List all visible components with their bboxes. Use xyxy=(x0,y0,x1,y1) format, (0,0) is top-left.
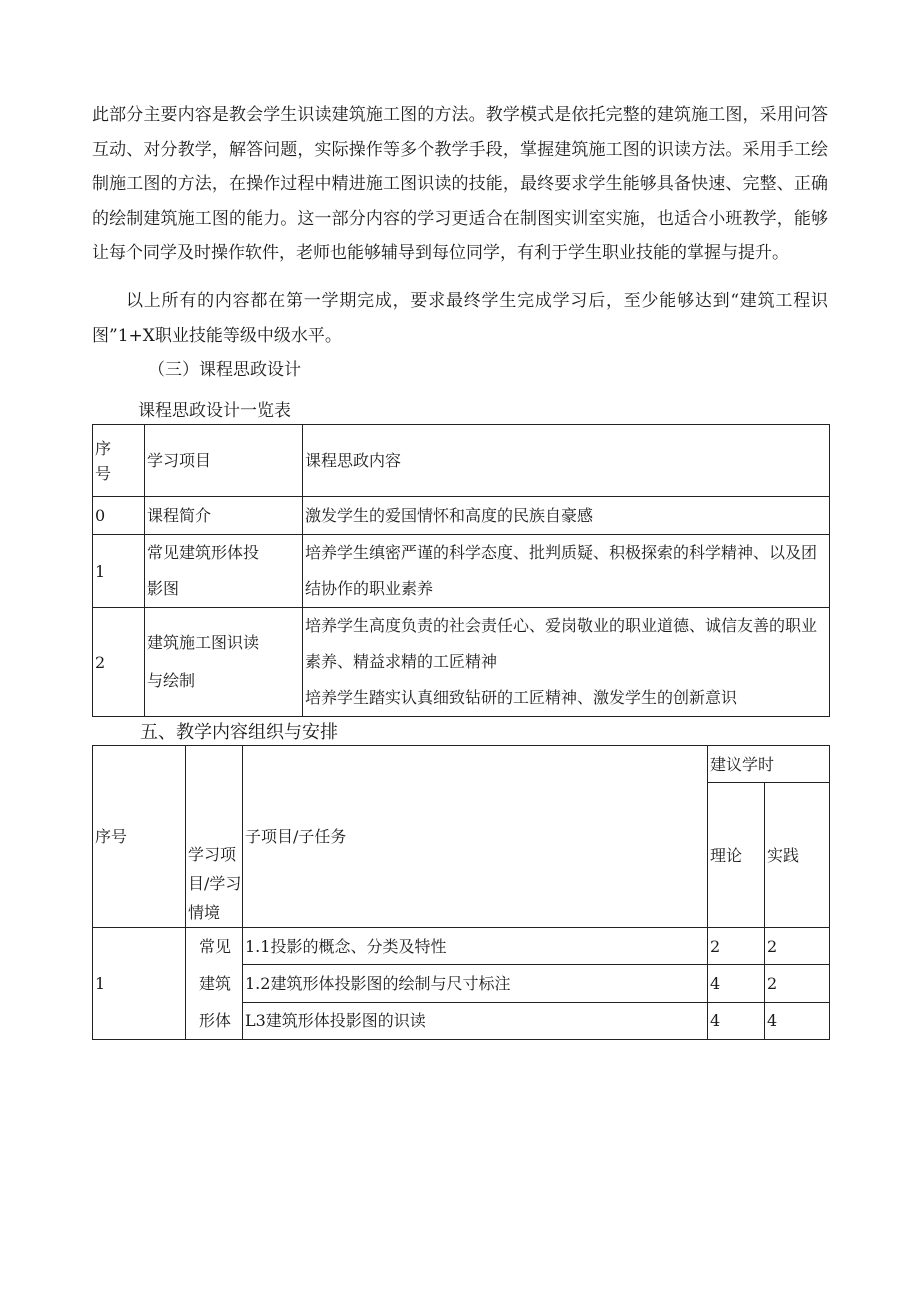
row-content xyxy=(303,608,830,717)
header-no: 序号 xyxy=(93,425,145,497)
row-no: 2 xyxy=(93,608,145,717)
paragraph-1: 此部分主要内容是教会学生识读建筑施工图的方法。教学模式是依托完整的建筑施工图，采用问答互动、对分教学，解答问题，实际操作等多个教学手段，掌握建筑施工图的识读方法。采用手工绘制施工图的方法，在操作过程中精进施工图识读的技能，最终要求学生能够具备快速、完整、正确的绘制建筑施工图的能力。这一部分内容的学习更适合在制图实训室实施，也适合小班教学，能够让每个同学及时操作软件，老师也能够辅导到每位同学，有利于学生职业技能的掌握与提升。 xyxy=(92,105,828,263)
group-project: 常见建筑形体 xyxy=(186,928,243,1040)
task-cell: 1.2建筑形体投影图的绘制与尺寸标注 xyxy=(243,965,708,1002)
ideology-table xyxy=(92,424,830,717)
table-header-row xyxy=(93,746,830,783)
row-content-line-1: 培养学生高度负责的社会责任心、爱岗敬业的职业道德、诚信友善的职业素养、精益求精的工匠精神 xyxy=(305,616,818,671)
table-row xyxy=(93,928,830,965)
header-theory: 理论 xyxy=(708,783,765,928)
header-content: 课程思政内容 xyxy=(303,425,830,497)
theory-cell: 4 xyxy=(708,1002,765,1039)
group-no: 1 xyxy=(93,928,186,1040)
row-no: 1 xyxy=(93,535,145,608)
row-item: 建筑施工图识读与绘制 xyxy=(145,608,303,717)
practice-cell: 4 xyxy=(765,1002,830,1039)
row-content: 激发学生的爱国情怀和高度的民族自豪感 xyxy=(303,497,830,535)
table-header-row xyxy=(93,425,830,497)
row-content-line-2: 培养学生踏实认真细致钻研的工匠精神、激发学生的创新意识 xyxy=(305,688,738,707)
header-no: 序号 xyxy=(93,746,186,928)
section-5-heading: 五、教学内容组织与安排 xyxy=(140,722,338,743)
header-project: 学习项目/学习情境 xyxy=(186,746,243,928)
schedule-table xyxy=(92,745,830,1040)
section-3-heading: （三）课程思政设计 xyxy=(148,360,301,380)
table-row xyxy=(93,535,830,608)
row-no: 0 xyxy=(93,497,145,535)
table-1-caption: 课程思政设计一览表 xyxy=(138,401,291,421)
header-hours: 建议学时 xyxy=(708,746,830,783)
header-item: 学习项目 xyxy=(145,425,303,497)
theory-cell: 4 xyxy=(708,965,765,1002)
row-item: 课程简介 xyxy=(145,497,303,535)
task-cell: L3建筑形体投影图的识读 xyxy=(243,1002,708,1039)
row-item: 常见建筑形体投影图 xyxy=(145,535,303,608)
row-content: 培养学生缜密严谨的科学态度、批判质疑、积极探索的科学精神、以及团结协作的职业素养 xyxy=(303,535,830,608)
table-row xyxy=(93,608,830,717)
task-cell: 1.1投影的概念、分类及特性 xyxy=(243,928,708,965)
practice-cell: 2 xyxy=(765,965,830,1002)
paragraph-2: 以上所有的内容都在第一学期完成，要求最终学生完成学习后，至少能够达到“建筑工程识图”1+X职业技能等级中级水平。 xyxy=(92,291,828,346)
header-task: 子项目/子任务 xyxy=(243,746,708,928)
header-practice: 实践 xyxy=(765,783,830,928)
practice-cell: 2 xyxy=(765,928,830,965)
theory-cell: 2 xyxy=(708,928,765,965)
table-row xyxy=(93,497,830,535)
